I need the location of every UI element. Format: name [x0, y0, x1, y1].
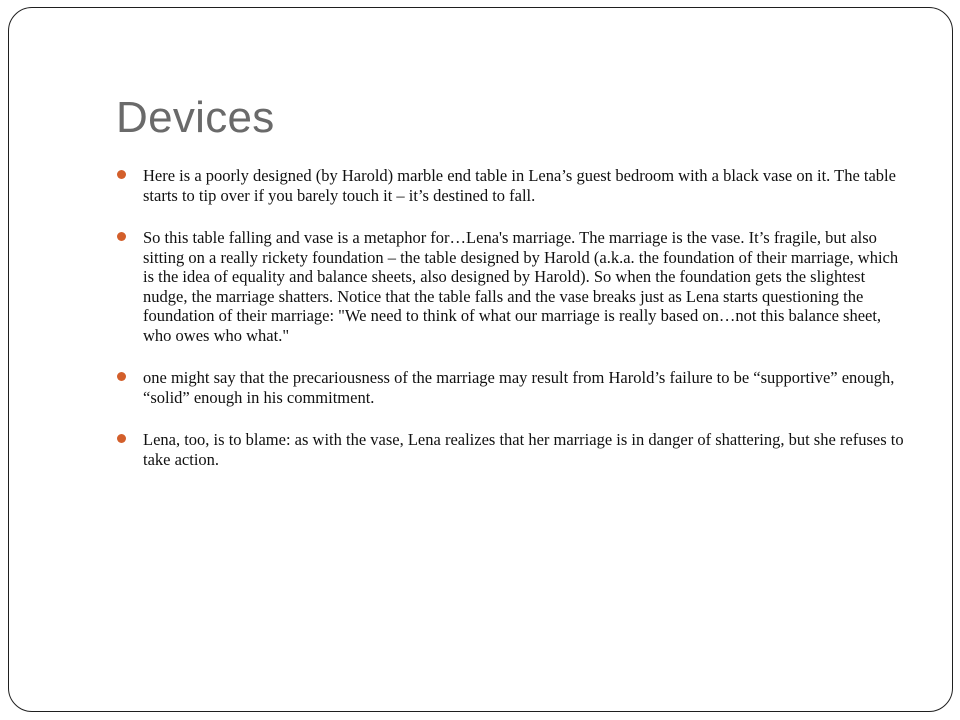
bullet-text: Lena, too, is to blame: as with the vase, Lena realizes that her marriage is in danger of shattering, but she refuses to take action.	[143, 430, 904, 469]
bullet-dot-icon	[117, 434, 126, 443]
slide-title: Devices	[116, 93, 275, 142]
bullet-text: So this table falling and vase is a metaphor for…Lena's marriage. The marriage is the vase. It’s fragile, but also sitting on a really rickety foundation – the table designed by Harold (a.k.a. the foundation of their marriage, which is the idea of equality and balance sheets, also designed by Harold). So when the foundation gets the slightest nudge, the marriage shatters. Notice that the table falls and the vase breaks just as Lena starts questioning the foundation of their marriage: "We need to think of what our marriage is really based on…not this balance sheet, who owes who what."	[143, 228, 899, 345]
bullet-dot-icon	[117, 170, 126, 179]
bullet-list	[116, 166, 906, 492]
bullet-item	[116, 430, 906, 469]
bullet-text: one might say that the precariousness of the marriage may result from Harold’s failure to be “supportive” enough, “solid” enough in his commitment.	[143, 368, 895, 407]
bullet-item	[116, 228, 906, 345]
bullet-item	[116, 166, 906, 205]
slide-frame	[8, 7, 953, 712]
bullet-text: Here is a poorly designed (by Harold) marble end table in Lena’s guest bedroom with a black vase on it. The table starts to tip over if you barely touch it – it’s destined to fall.	[143, 166, 896, 205]
bullet-dot-icon	[117, 232, 126, 241]
bullet-item	[116, 368, 906, 407]
bullet-dot-icon	[117, 372, 126, 381]
